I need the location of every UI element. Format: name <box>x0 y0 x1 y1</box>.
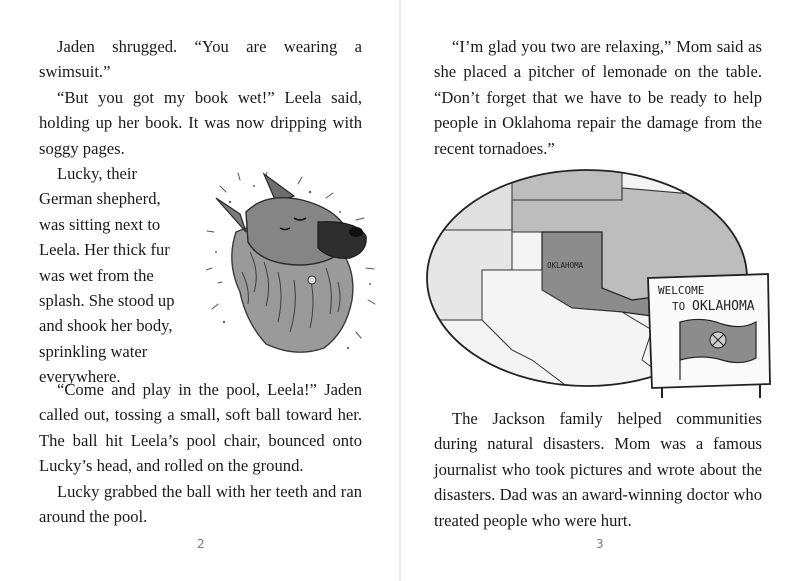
wrap-line: German shepherd, <box>39 189 161 209</box>
right-text-top <box>434 34 762 161</box>
paragraph-come-play: “Come and play in the pool, Leela!” Jaden called out, tossing a small, soft ball toward her. The ball hit Leela’s pool chair, bounced onto Lucky’s head, and rolled on the ground. <box>39 380 362 476</box>
page-number-left: 2 <box>197 537 206 551</box>
wrap-line: and shook her body, <box>39 316 173 336</box>
right-text-bottom <box>434 406 762 533</box>
left-text-bottom <box>39 377 362 529</box>
wrap-line: Lucky, their <box>57 164 138 183</box>
sign-welcome: WELCOME <box>658 284 705 297</box>
paragraph-book-wet: “But you got my book wet!” Leela said, holding up her book. It was now dripping with soggy pages. <box>39 87 362 158</box>
map-label-oklahoma: OKLAHOMA <box>547 261 584 270</box>
right-page <box>400 0 800 581</box>
page-number-right: 3 <box>596 537 605 551</box>
sign-oklahoma: OKLAHOMA <box>692 299 755 314</box>
left-text-wrap <box>39 161 199 390</box>
wrap-line: splash. She stood up <box>39 291 175 311</box>
wrap-line: everywhere. <box>39 367 121 387</box>
wrap-line: sprinkling water <box>39 341 148 361</box>
dog-shaking-illustration <box>206 172 380 358</box>
paragraph-jackson-family: The Jackson family helped communities during natural disasters. Mom was a famous journalist who took pictures and wrote about the disasters. Dad was an award-winning doctor who treated people who were hurt. <box>434 409 762 530</box>
paragraph-mom-lemonade: “I’m glad you two are relaxing,” Mom said as she placed a pitcher of lemonade on the table. “Don’t forget that we have to be ready to help people in Oklahoma repair the damage from the recent tornadoes.” <box>434 37 762 158</box>
wrap-line: was wet from the <box>39 265 154 285</box>
welcome-sign <box>648 274 770 398</box>
paragraph-lucky-grabbed: Lucky grabbed the ball with her teeth and ran around the pool. <box>39 481 362 527</box>
wrap-line: Leela. Her thick fur <box>39 240 170 260</box>
sign-to: TO <box>672 300 686 313</box>
wrap-line: was sitting next to <box>39 214 161 234</box>
oklahoma-map-illustration <box>422 160 782 400</box>
left-text-top <box>39 34 362 161</box>
paragraph-jaden-shrugged: Jaden shrugged. “You are wearing a swimsuit.” <box>39 37 362 82</box>
